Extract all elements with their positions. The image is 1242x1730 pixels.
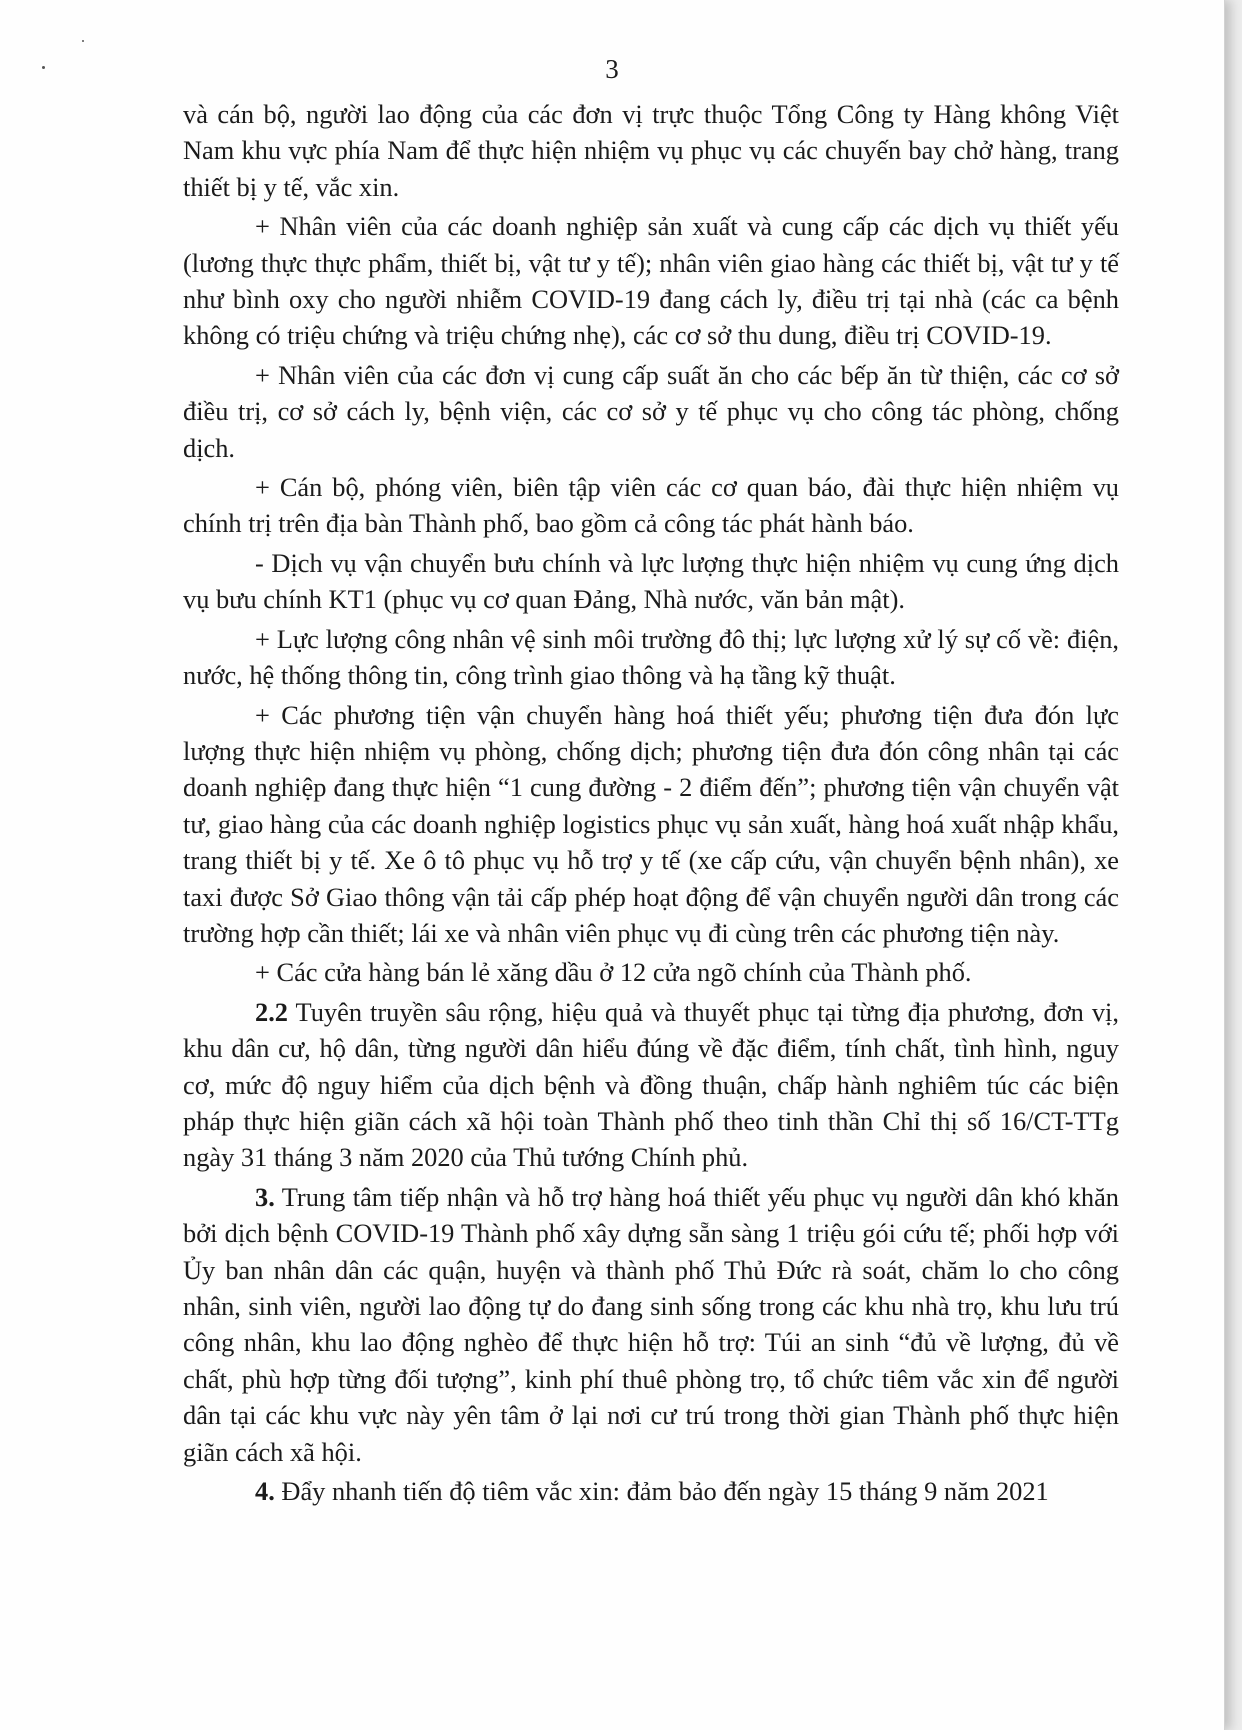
paragraph-text: + Nhân viên của các đơn vị cung cấp suất ăn cho các bếp ăn từ thiện, các cơ sở điều trị, cơ sở cách ly, bệnh viện, các cơ sở y tế phục vụ cho công tác phòng, chống dịch.	[183, 359, 1119, 463]
paragraph-text: và cán bộ, người lao động của các đơn vị trực thuộc Tổng Công ty Hàng không Việt Nam khu vực phía Nam để thực hiện nhiệm vụ phục vụ các chuyến bay chở hàng, trang thiết bị y tế, vắc xin.	[183, 99, 1119, 202]
paragraph	[183, 96, 1119, 205]
paragraph	[183, 357, 1119, 466]
section-paragraph	[183, 994, 1119, 1176]
paragraph-text: Trung tâm tiếp nhận và hỗ trợ hàng hoá thiết yếu phục vụ người dân khó khăn bởi dịch bệnh COVID-19 Thành phố xây dựng sẵn sàng 1 triệu gói cứu tế; phối hợp với Ủy ban nhân dân các quận, huyện và thành phố Thủ Đức rà soát, chăm lo cho công nhân, sinh viên, người lao động tự do đang sinh sống trong các khu nhà trọ, khu lưu trú công nhân, khu lao động nghèo để thực hiện hỗ trợ: Túi an sinh “đủ về lượng, đủ về chất, phù hợp từng đối tượng”, kinh phí thuê phòng trọ, tổ chức tiêm vắc xin để người dân tại các khu vực này yên tâm ở lại nơi cư trú trong thời gian Thành phố thực hiện giãn cách xã hội.	[183, 1181, 1119, 1467]
paragraph	[183, 545, 1119, 618]
page-number: 3	[605, 54, 619, 84]
section-number: 3.	[255, 1181, 275, 1212]
paragraph-text: + Lực lượng công nhân vệ sinh môi trường đô thị; lực lượng xử lý sự cố về: điện, nước, hệ thống thông tin, công trình giao thông và hạ tầng kỹ thuật.	[183, 623, 1119, 691]
section-paragraph	[183, 1473, 1119, 1509]
document-body	[183, 96, 1119, 1512]
scan-speck	[82, 40, 84, 42]
paragraph-text: Tuyên truyền sâu rộng, hiệu quả và thuyết phục tại từng địa phương, đơn vị, khu dân cư, hộ dân, từng người dân hiểu đúng về đặc điểm, tính chất, tình hình, nguy cơ, mức độ nguy hiểm của dịch bệnh và đồng thuận, chấp hành nghiêm túc các biện pháp thực hiện giãn cách xã hội toàn Thành phố theo tinh thần Chỉ thị số 16/CT-TTg ngày 31 tháng 3 năm 2020 của Thủ tướng Chính phủ.	[183, 996, 1119, 1173]
paragraph-text: + Các phương tiện vận chuyển hàng hoá thiết yếu; phương tiện đưa đón lực lượng thực hiện nhiệm vụ phòng, chống dịch; phương tiện đưa đón công nhân tại các doanh nghiệp đang thực hiện “1 cung đường - 2 điểm đến”; phương tiện vận chuyển vật tư, giao hàng của các doanh nghiệp logistics phục vụ sản xuất, hàng hoá xuất nhập khẩu, trang thiết bị y tế. Xe ô tô phục vụ hỗ trợ y tế (xe cấp cứu, vận chuyển bệnh nhân), xe taxi được Sở Giao thông vận tải cấp phép hoạt động để vận chuyển người dân trong các trường hợp cần thiết; lái xe và nhân viên phục vụ đi cùng trên các phương tiện này.	[183, 699, 1119, 948]
paragraph-text: + Nhân viên của các doanh nghiệp sản xuất và cung cấp các dịch vụ thiết yếu (lương thực thực phẩm, thiết bị, vật tư y tế); nhân viên giao hàng các thiết bị, vật tư y tế như bình oxy cho người nhiễm COVID-19 đang cách ly, điều trị tại nhà (các ca bệnh không có triệu chứng và triệu chứng nhẹ), các cơ sở thu dung, điều trị COVID-19.	[183, 211, 1119, 351]
paragraph	[183, 469, 1119, 542]
paragraph	[183, 954, 1119, 990]
section-number: 2.2	[255, 996, 288, 1027]
paragraph-text: + Các cửa hàng bán lẻ xăng dầu ở 12 cửa ngõ chính của Thành phố.	[255, 957, 972, 988]
paragraph	[183, 697, 1119, 952]
section-paragraph	[183, 1179, 1119, 1470]
paragraph	[183, 621, 1119, 694]
paragraph	[183, 208, 1119, 354]
paragraph-text: - Dịch vụ vận chuyển bưu chính và lực lượng thực hiện nhiệm vụ cung ứng dịch vụ bưu chính KT1 (phục vụ cơ quan Đảng, Nhà nước, văn bản mật).	[183, 547, 1119, 615]
paragraph-text: + Cán bộ, phóng viên, biên tập viên các cơ quan báo, đài thực hiện nhiệm vụ chính trị trên địa bàn Thành phố, bao gồm cả công tác phát hành báo.	[183, 472, 1119, 539]
paragraph-text: Đẩy nhanh tiến độ tiêm vắc xin: đảm bảo đến ngày 15 tháng 9 năm 2021	[274, 1476, 1049, 1507]
section-number: 4.	[255, 1476, 275, 1507]
